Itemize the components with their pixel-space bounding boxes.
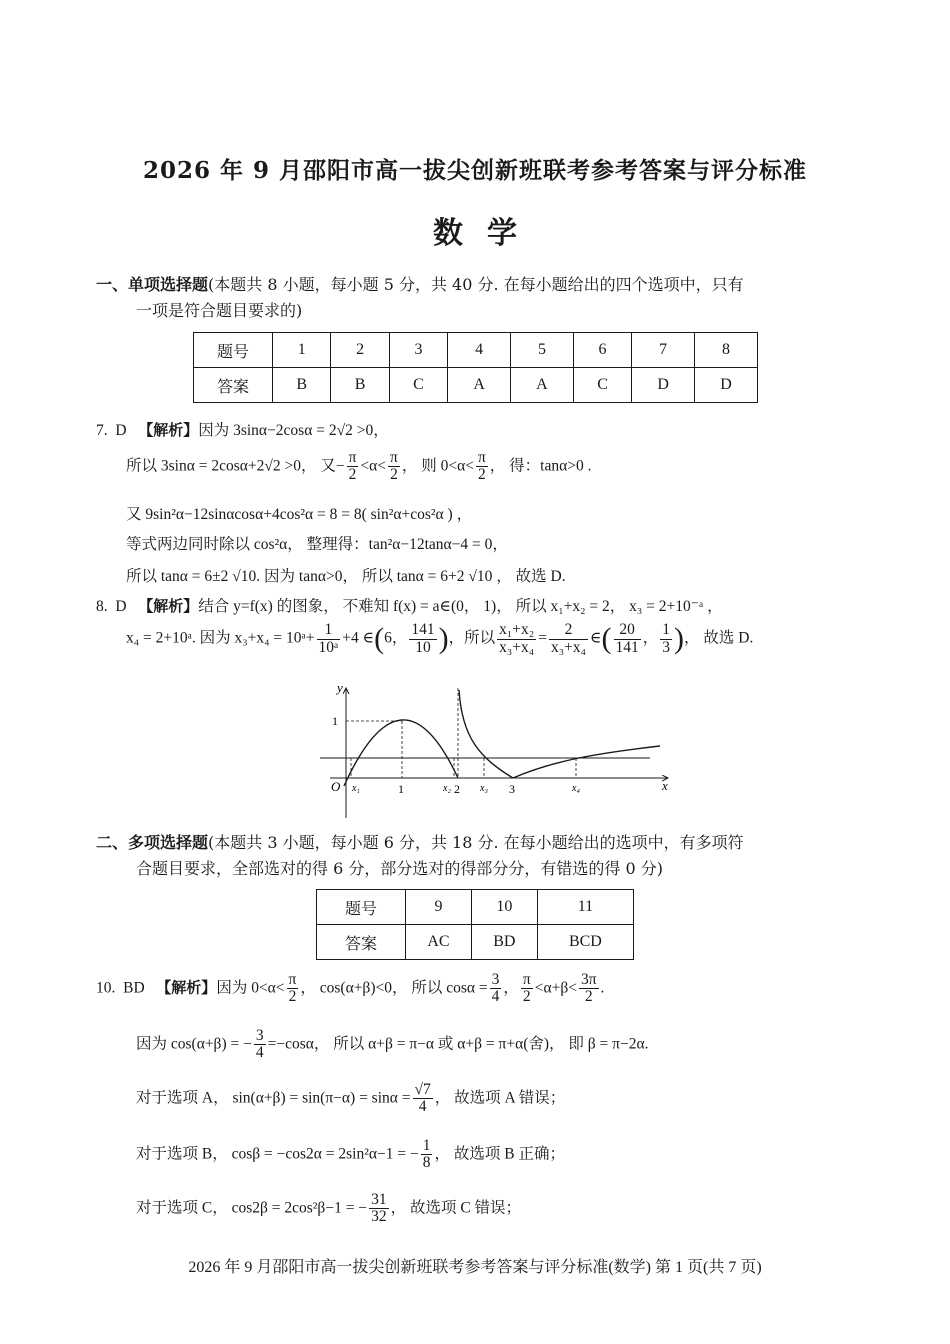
q8-text2f: ∈ xyxy=(590,629,602,647)
fraction-pi-over-2: $\frac{\pi}{2}$ xyxy=(348,449,357,484)
q8-text2e: = xyxy=(538,629,547,647)
q10-answer: BD xyxy=(123,979,145,997)
q10-text4b: ， 故选项 B 正确； xyxy=(434,1145,565,1163)
question-number-cell: 3 xyxy=(389,333,447,368)
origin-label: O xyxy=(331,779,341,794)
q10-text3b: ， 故选项 A 错误； xyxy=(434,1089,566,1107)
q10-number: 10. xyxy=(96,979,116,997)
q8-answer: D xyxy=(115,598,127,615)
q10-text5a: 对于选项 C， cos2β = 2cos²β−1 = − xyxy=(136,1199,368,1217)
y-tick-1: 1 xyxy=(332,714,338,728)
q10-text1d: <α+β< xyxy=(534,979,577,997)
fraction-3-over-4: $\frac{3}{4}$ xyxy=(491,971,500,1006)
q10-text1c: ， xyxy=(503,979,519,997)
q10-line2 xyxy=(136,1028,648,1062)
q8-number: 8. xyxy=(96,598,108,615)
q10-line4 xyxy=(136,1138,565,1172)
fraction-1-over-8: $\frac{1}{8}$ xyxy=(422,1137,431,1172)
document-title: 2026 年 9 月邵阳市高一拔尖创新班联考参考答案与评分标准 xyxy=(142,157,808,184)
q7-line3: 又 9sin²α−12sinαcosα+4cos²α = 8 = 8( sin²α+cos²α ) ， xyxy=(126,506,473,523)
row-label-question: 题号 xyxy=(317,890,406,925)
x-tick-3: 3 xyxy=(509,782,515,796)
y-axis-label: y xyxy=(337,680,343,695)
section1-heading: 一、单项选择题 xyxy=(96,275,209,294)
q7-line4: 等式两边同时除以 cos²α， 整理得：tan²α−12tanα−4 = 0， xyxy=(126,536,508,553)
q7-number: 7. xyxy=(96,422,108,439)
section1-answer-table xyxy=(193,332,758,403)
row-label-answer: 答案 xyxy=(317,925,406,960)
q10-text1b: ， cos(α+β)<0， 所以 cosα = xyxy=(300,979,488,997)
curve-decreasing xyxy=(459,690,513,778)
x-tick-1: 1 xyxy=(398,782,404,796)
q10-line3 xyxy=(136,1082,565,1116)
answer-cell: A xyxy=(448,368,511,403)
subject-title: 数学 xyxy=(433,216,541,251)
section2-header xyxy=(96,830,876,882)
question-number-cell: 9 xyxy=(406,890,472,925)
fraction-141-over-10: $\frac{141}{10}$ xyxy=(411,621,435,656)
answer-cell: D xyxy=(695,368,758,403)
fraction-pi-over-2: $\frac{\pi}{2}$ xyxy=(522,971,531,1006)
fraction-pi-over-2: $\frac{\pi}{2}$ xyxy=(288,971,297,1006)
fraction-3-over-4: $\frac{3}{4}$ xyxy=(255,1027,264,1062)
question-number-cell: 6 xyxy=(573,333,631,368)
q8-text2c: 6， xyxy=(384,629,408,647)
function-graph xyxy=(320,678,680,826)
q10-analysis-tag: 【解析】 xyxy=(156,978,217,997)
question-number-cell: 5 xyxy=(511,333,574,368)
fraction-sqrt7-over-4: $\frac{√7}{4}$ xyxy=(414,1081,431,1116)
q7-line5: 所以 tanα = 6±2 √10. 因为 tanα>0， 所以 tanα = 6+2 √10 ， 故选 D. xyxy=(126,568,566,585)
q10-text5b: ， 故选项 C 错误； xyxy=(390,1199,522,1217)
section2-heading: 二、多项选择题 xyxy=(96,833,209,852)
q10-text4a: 对于选项 B， cosβ = −cos2α = 2sin²α−1 = − xyxy=(136,1145,419,1163)
q7-line2 xyxy=(126,450,591,484)
section2-desc1: (本题共 3 小题，每小题 6 分，共 18 分. 在每小题给出的选项中，有多项符 xyxy=(208,833,744,852)
q10-text3a: 对于选项 A， sin(α+β) = sin(π−α) = sinα = xyxy=(136,1089,411,1107)
x-tick-2: 2 xyxy=(454,782,460,796)
answer-cell: AC xyxy=(406,925,472,960)
answer-cell: D xyxy=(632,368,695,403)
q7-analysis-tag: 【解析】 xyxy=(138,421,199,439)
fraction-x1x2-over-x3x4: $\frac{\text{x₁+x₂}}{\text{x₃+x₄}}$ xyxy=(499,621,535,656)
curve-increasing xyxy=(513,746,660,778)
fraction-1-over-10a: $\frac{1}{\text{10ᵃ}}$ xyxy=(318,621,339,656)
answer-cell: A xyxy=(511,368,574,403)
x-axis-label: x xyxy=(662,778,668,793)
q8-text2b: +4 ∈ xyxy=(342,629,375,647)
row-label-answer: 答案 xyxy=(194,368,273,403)
fraction-pi-over-2: $\frac{\pi}{2}$ xyxy=(390,449,398,484)
section1-desc2: 一项是符合题目要求的) xyxy=(136,301,303,320)
answer-cell: C xyxy=(573,368,631,403)
q8-analysis-tag: 【解析】 xyxy=(138,597,199,615)
q8-text2a: x₄ = 2+10ᵃ. 因为 x₃+x₄ = 10ᵃ+ xyxy=(126,629,315,647)
answer-cell: BD xyxy=(471,925,537,960)
q8-line1 xyxy=(96,594,723,616)
q10-line1 xyxy=(96,972,604,1006)
question-number-cell: 7 xyxy=(632,333,695,368)
x-tick-x1: x₁ xyxy=(352,783,360,794)
fraction-2-over-x3x4: $\frac{2}{\text{x₃+x₄}}$ xyxy=(550,621,587,656)
q7-text2c: ， 则 0<α< xyxy=(401,457,474,475)
answer-cell: BCD xyxy=(537,925,633,960)
q7-text1: 因为 3sinα−2cosα = 2√2 >0， xyxy=(198,422,389,439)
fraction-31-over-32: $\frac{31}{32}$ xyxy=(371,1191,387,1226)
question-number-cell: 1 xyxy=(273,333,331,368)
q7-text2d: ， 得：tanα>0 . xyxy=(489,457,592,475)
x-tick-x4: x₄ xyxy=(572,783,580,794)
fraction-pi-over-2: $\frac{\pi}{2}$ xyxy=(477,449,486,484)
question-number-cell: 8 xyxy=(695,333,758,368)
curve-arch xyxy=(344,720,458,786)
answer-cell: C xyxy=(389,368,447,403)
q8-text2d: ，所以 xyxy=(448,629,496,647)
question-number-cell: 10 xyxy=(471,890,537,925)
q10-text2b: =−cosα， 所以 α+β = π−α 或 α+β = π+α(舍)， 即 β = π−2α. xyxy=(267,1035,649,1053)
q8-text1: 结合 y=f(x) 的图象， 不难知 f(x) = a∈(0， 1)， 所以 x₁+x₂ = 2， x₃ = 2+10⁻ᵃ ， xyxy=(198,598,723,615)
answer-cell: B xyxy=(273,368,331,403)
q7-line1 xyxy=(96,418,389,440)
q8-text2g: ， xyxy=(642,629,659,647)
section2-answer-table xyxy=(316,889,634,960)
section2-desc2: 合题目要求，全部选对的得 6 分，部分选对的得部分分，有错选的得 0 分) xyxy=(136,859,663,878)
q10-text2a: 因为 cos(α+β) = − xyxy=(136,1035,252,1053)
q7-text2a: 所以 3sinα = 2cosα+2√2 >0， 又− xyxy=(126,457,345,475)
page-footer: 2026 年 9 月邵阳市高一拔尖创新班联考参考答案与评分标准(数学) 第 1 页(共 7 页) xyxy=(188,1259,762,1276)
x-tick-x3: x₃ xyxy=(480,783,488,794)
question-number-cell: 4 xyxy=(448,333,511,368)
x-tick-x2: x₂ xyxy=(443,783,451,794)
answer-cell: B xyxy=(331,368,389,403)
row-label-question: 题号 xyxy=(194,333,273,368)
q8-line2: x₄ = 2+10ᵃ. 因为 x₃+x₄ = 10ᵃ+ $\frac{1}{\text{10ᵃ}}$ +4 ∈(6， $\frac{141}{10}$ )，所以 $\frac{\text{x₁+x₂}}{\text{x₃+x₄}}$ = $\frac{2}{\text{x₃+x₄}}$ ∈( $\frac{20}{141}$ ， $\frac{1}{3}$ )， 故选 D. xyxy=(126,621,754,656)
fraction-20-over-141: $\frac{20}{141}$ xyxy=(615,621,639,656)
q7-answer: D xyxy=(115,422,127,439)
question-number-cell: 11 xyxy=(537,890,633,925)
q10-text1a: 因为 0<α< xyxy=(216,979,285,997)
q10-line5 xyxy=(136,1192,521,1226)
q8-text2h: ， 故选 D. xyxy=(684,629,754,647)
section1-header xyxy=(96,272,876,324)
q10-text1e: . xyxy=(600,979,605,997)
fraction-1-over-3: $\frac{1}{3}$ xyxy=(662,621,671,656)
question-number-cell: 2 xyxy=(331,333,389,368)
section1-desc1: (本题共 8 小题，每小题 5 分，共 40 分. 在每小题给出的四个选项中，只有 xyxy=(208,275,744,294)
fraction-3pi-over-2: $\frac{3\pi}{2}$ xyxy=(580,971,597,1006)
q7-text2b: <α< xyxy=(360,457,387,475)
